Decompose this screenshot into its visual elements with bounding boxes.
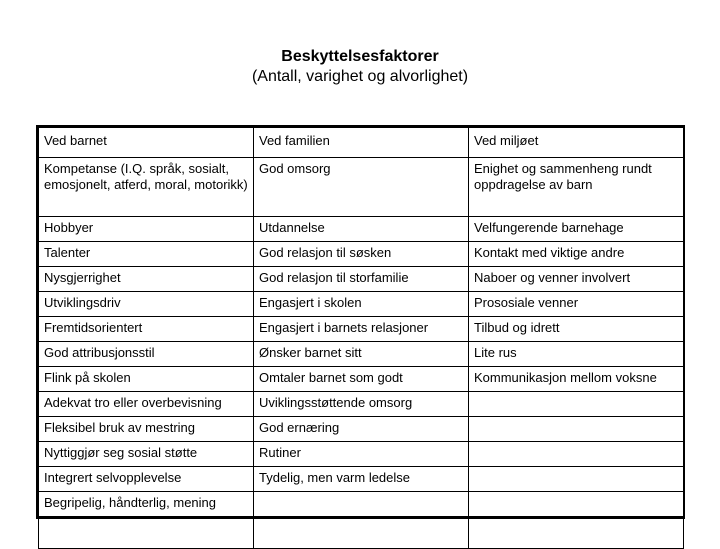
table-cell: Uviklingsstøttende omsorg: [254, 392, 469, 417]
table-header-row: [39, 128, 684, 158]
table-cell: [469, 467, 684, 492]
table-row: [39, 467, 684, 492]
column-header: Ved familien: [254, 128, 469, 158]
table-cell: Engasjert i barnets relasjoner: [254, 317, 469, 342]
table-row: [39, 217, 684, 242]
table-row: [39, 442, 684, 467]
table-cell: God relasjon til storfamilie: [254, 267, 469, 292]
table-row: [39, 367, 684, 392]
table-cell: Utviklingsdriv: [39, 292, 254, 317]
column-header: Ved miljøet: [469, 128, 684, 158]
table-cell: Lite rus: [469, 342, 684, 367]
page-title: Beskyttelsesfaktorer: [281, 48, 439, 65]
table-cell: Tilbud og idrett: [469, 317, 684, 342]
table-cell: Begripelig, håndterlig, mening: [39, 492, 254, 517]
table-cell: [469, 517, 684, 549]
table-cell: Velfungerende barnehage: [469, 217, 684, 242]
table-cell: Fremtidsorientert: [39, 317, 254, 342]
table-row: [39, 242, 684, 267]
factors-table: [36, 125, 685, 519]
table-cell: [39, 517, 254, 549]
table-cell: God attribusjonsstil: [39, 342, 254, 367]
table-cell: [469, 492, 684, 517]
table-cell: [469, 417, 684, 442]
title-block: [0, 47, 720, 87]
table-cell: Fleksibel bruk av mestring: [39, 417, 254, 442]
table-cell: Adekvat tro eller overbevisning: [39, 392, 254, 417]
table-cell: Talenter: [39, 242, 254, 267]
table-cell: God relasjon til søsken: [254, 242, 469, 267]
page-subtitle: (Antall, varighet og alvorlighet): [251, 68, 469, 85]
table-row: [39, 267, 684, 292]
table-row: [39, 517, 684, 549]
table-cell: Kompetanse (I.Q. språk, sosialt, emosjonelt, atferd, moral, motorikk): [39, 158, 254, 217]
table-cell: [469, 442, 684, 467]
table-cell: Engasjert i skolen: [254, 292, 469, 317]
table-cell: Nyttiggjør seg sosial støtte: [39, 442, 254, 467]
table-cell: [469, 392, 684, 417]
table-cell: God ernæring: [254, 417, 469, 442]
table-cell: Prososiale venner: [469, 292, 684, 317]
table-cell: Naboer og venner involvert: [469, 267, 684, 292]
table-cell: Hobbyer: [39, 217, 254, 242]
table-cell: Rutiner: [254, 442, 469, 467]
table-row: [39, 342, 684, 367]
table-cell: Flink på skolen: [39, 367, 254, 392]
table-cell: [254, 517, 469, 549]
column-header: Ved barnet: [39, 128, 254, 158]
table-cell: Nysgjerrighet: [39, 267, 254, 292]
table-cell: God omsorg: [254, 158, 469, 217]
table-cell: Integrert selvopplevelse: [39, 467, 254, 492]
table-cell: Enighet og sammenheng rundt oppdragelse av barn: [469, 158, 684, 217]
table-cell: Kontakt med viktige andre: [469, 242, 684, 267]
table-row: [39, 392, 684, 417]
table-row: [39, 417, 684, 442]
table-cell: [254, 492, 469, 517]
table-cell: Tydelig, men varm ledelse: [254, 467, 469, 492]
table-row: [39, 317, 684, 342]
table-row: [39, 292, 684, 317]
table-cell: Omtaler barnet som godt: [254, 367, 469, 392]
table-row: [39, 158, 684, 217]
table-cell: Ønsker barnet sitt: [254, 342, 469, 367]
table-cell: Utdannelse: [254, 217, 469, 242]
table-cell: Kommunikasjon mellom voksne: [469, 367, 684, 392]
table-row: [39, 492, 684, 517]
